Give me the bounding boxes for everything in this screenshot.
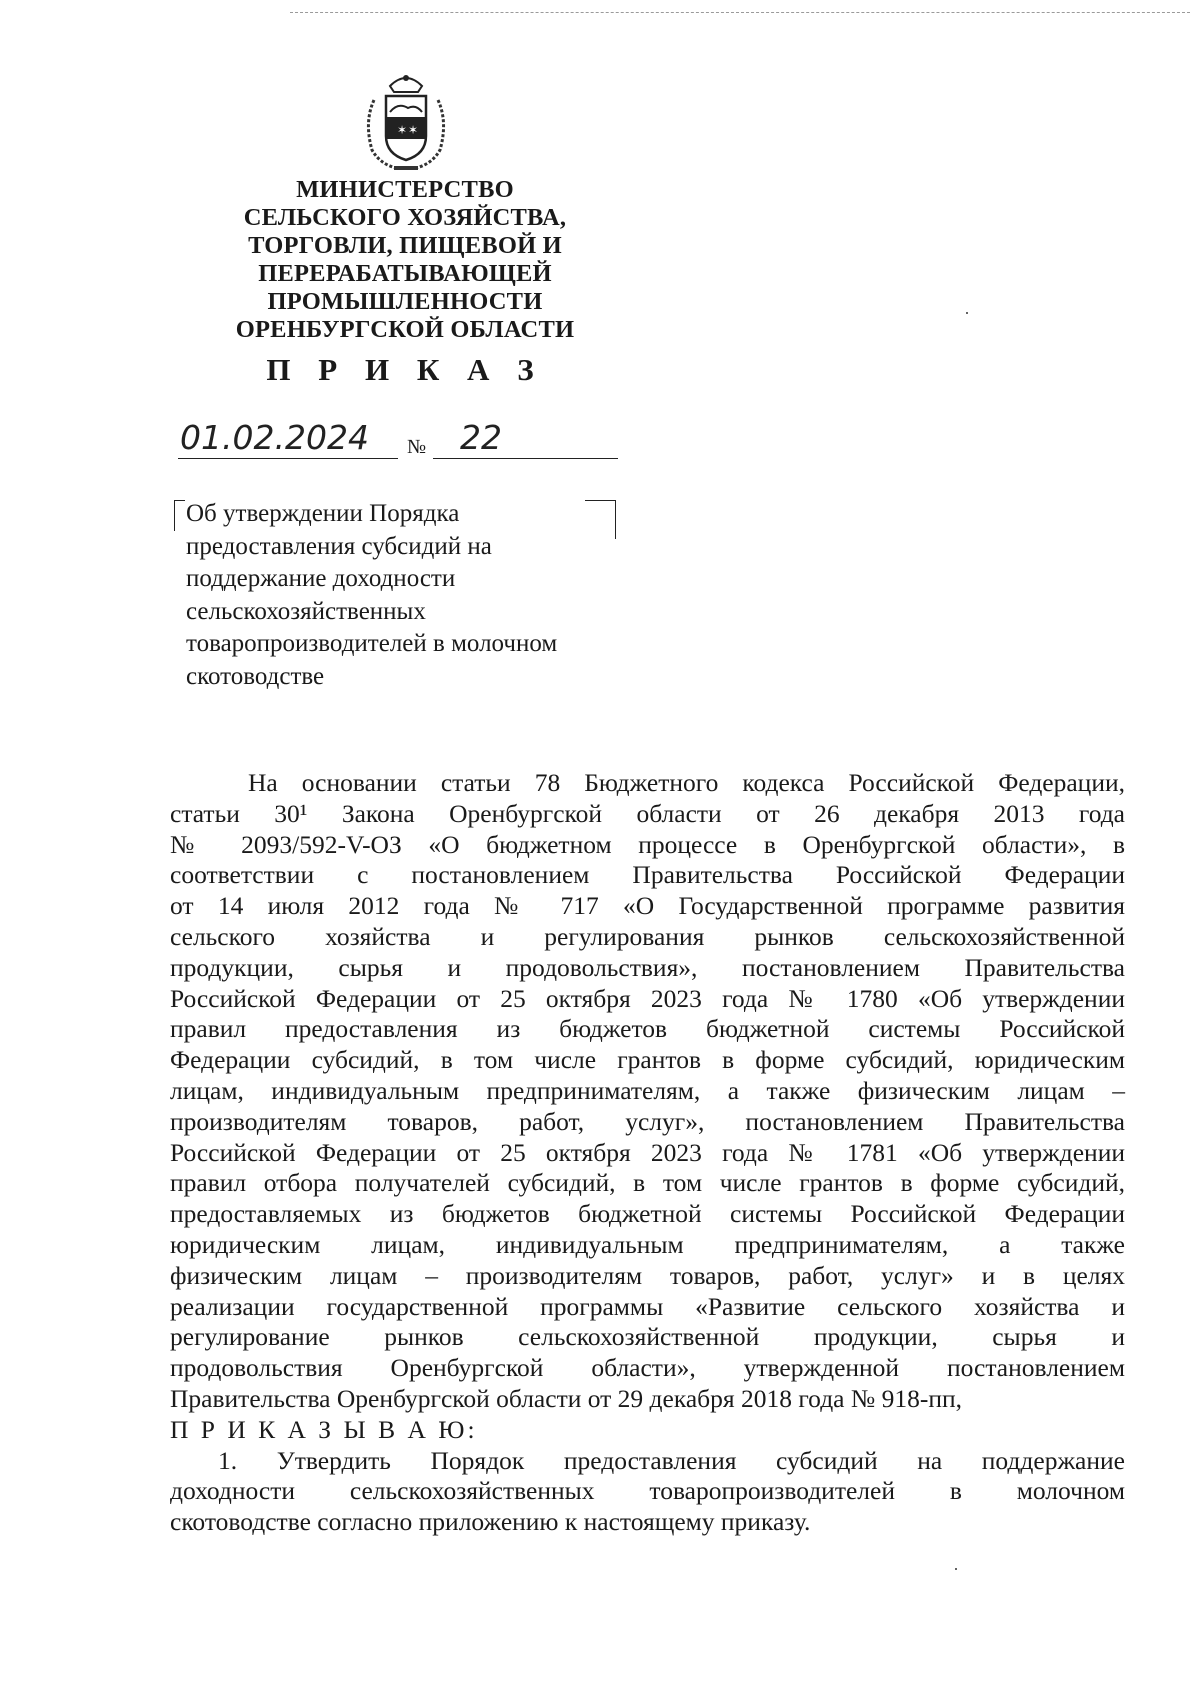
body-line: сельского хозяйства и регулирования рынков сельскохозяйственной <box>170 921 1125 951</box>
body-line: На основании статьи 78 Бюджетного кодекса Российской Федерации, <box>248 768 1125 797</box>
item-line: доходности сельскохозяйственных товаропроизводителей в молочном <box>170 1476 1125 1506</box>
scan-speck <box>955 1568 957 1570</box>
body-line: Российской Федерации от 25 октября 2023 года № 1780 «Об утверждении <box>170 983 1125 1013</box>
body-line: правил отбора получателей субсидий, в том числе грантов в форме субсидий, <box>170 1168 1125 1198</box>
subject-line: поддержание доходности <box>186 565 456 592</box>
item-line: 1. Утвердить Порядок предоставления субсидий на поддержание <box>218 1445 1125 1475</box>
ministry-line: ПРОМЫШЛЕННОСТИ <box>267 288 543 315</box>
body-line: Правительства Оренбургской области от 29 декабря 2018 года № 918-пп, <box>170 1383 962 1413</box>
body-line: от 14 июля 2012 года № 717 «О Государственной программе развития <box>170 891 1125 921</box>
order-subject <box>186 498 606 693</box>
ministry-name <box>205 176 605 344</box>
ministry-line: СЕЛЬСКОГО ХОЗЯЙСТВА, <box>243 204 567 231</box>
body-line: Российской Федерации от 25 октября 2023 года № 1781 «Об утверждении <box>170 1137 1125 1167</box>
subject-bracket-left <box>174 500 185 531</box>
order-body <box>170 768 1125 1538</box>
document-type-title: П Р И К А З <box>266 352 544 387</box>
decree-word: П Р И К А З Ы В А Ю: <box>170 1414 478 1444</box>
subject-line: предоставления субсидий на <box>186 532 492 560</box>
body-line: продовольствия Оренбургской области», утвержденной постановлением <box>170 1353 1125 1383</box>
order-date: 01.02.2024 <box>180 418 369 457</box>
order-date-number-row <box>178 418 618 468</box>
ministry-line: ОРЕНБУРГСКОЙ ОБЛАСТИ <box>235 316 575 343</box>
ministry-line: ПЕРЕРАБАТЫВАЮЩЕЙ <box>258 260 552 287</box>
subject-line: сельскохозяйственных <box>186 597 426 625</box>
page-top-border <box>290 12 1190 13</box>
scan-speck <box>966 312 968 314</box>
body-line: лицам, индивидуальным предпринимателям, а также физическим лицам – <box>170 1075 1125 1105</box>
date-underline <box>178 458 398 459</box>
body-line: юридическим лицам, индивидуальным предпринимателям, а также <box>170 1229 1125 1259</box>
ministry-line: ТОРГОВЛИ, ПИЩЕВОЙ И <box>248 232 562 259</box>
body-line: реализации государственной программы «Развитие сельского хозяйства и <box>170 1291 1125 1321</box>
body-line: статьи 30¹ Закона Оренбургской области от 26 декабря 2013 года <box>170 798 1125 828</box>
item-line: скотоводстве согласно приложению к настоящему приказу. <box>170 1507 811 1537</box>
number-sign: № <box>407 436 427 458</box>
subject-line: товаропроизводителей в молочном <box>186 630 558 657</box>
body-line: продукции, сырья и продовольствия», постановлением Правительства <box>170 952 1125 982</box>
body-line: № 2093/592-V-ОЗ «О бюджетном процессе в Оренбургской области», в <box>170 829 1125 859</box>
subject-line: скотоводстве <box>186 662 325 690</box>
body-line: регулирование рынков сельскохозяйственной продукции, сырья и <box>170 1322 1125 1352</box>
body-line: предоставляемых из бюджетов бюджетной системы Российской Федерации <box>170 1199 1125 1229</box>
order-number: 22 <box>460 418 502 457</box>
coat-of-arms-icon <box>360 72 452 172</box>
body-line: производителям товаров, работ, услуг», постановлением Правительства <box>170 1106 1125 1136</box>
ministry-line: МИНИСТЕРСТВО <box>296 176 514 203</box>
svg-text:✶: ✶ <box>397 123 408 137</box>
number-underline <box>433 458 618 459</box>
body-line: Федерации субсидий, в том числе грантов в форме субсидий, юридическим <box>170 1045 1125 1075</box>
body-line: соответствии с постановлением Правительства Российской Федерации <box>170 860 1125 890</box>
body-line: физическим лицам – производителям товаров, работ, услуг» и в целях <box>170 1260 1125 1290</box>
subject-line: Об утверждении Порядка <box>186 500 460 527</box>
svg-text:✶: ✶ <box>408 123 419 137</box>
body-line: правил предоставления из бюджетов бюджетной системы Российской <box>170 1014 1125 1044</box>
